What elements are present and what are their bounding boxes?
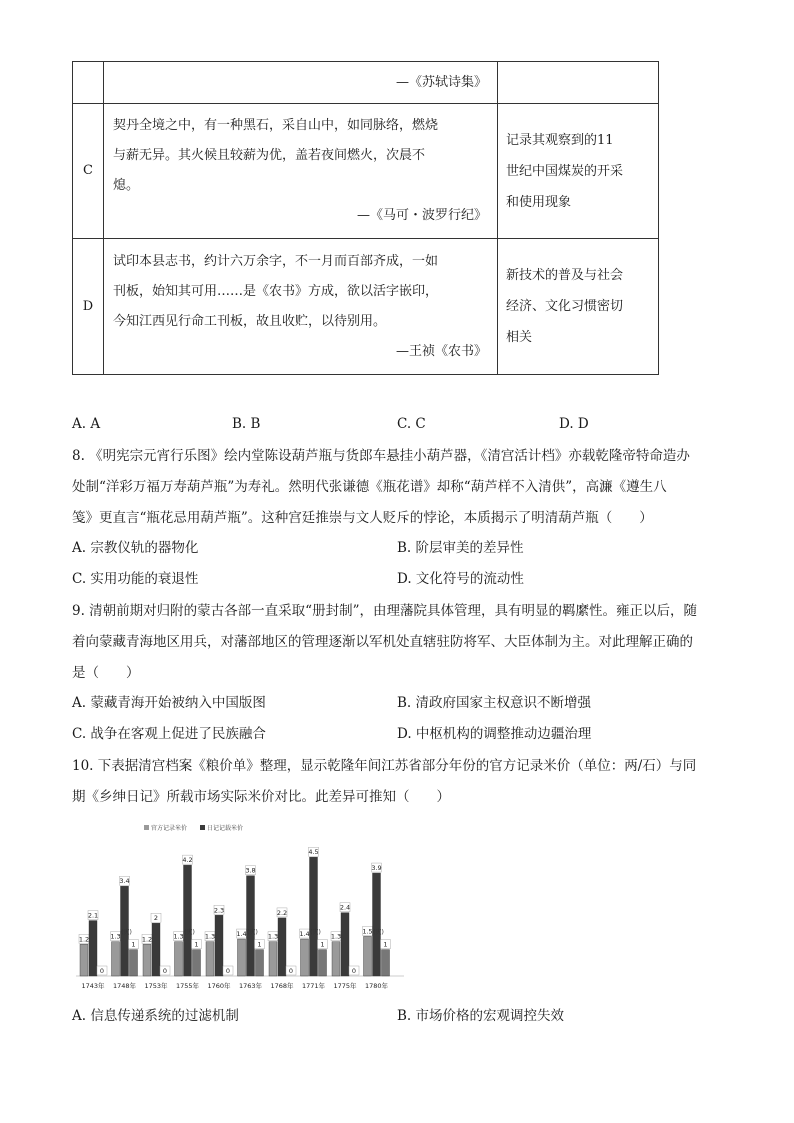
q9-option-d[interactable]: D. 中枢机构的调整推动边疆治理: [397, 726, 592, 742]
table-row: [73, 62, 659, 104]
question-8-stem: [72, 441, 732, 534]
chart-bar: [184, 865, 192, 976]
row-text-cell: [104, 62, 498, 104]
data-label: 2.3: [213, 906, 225, 915]
table-row: [73, 104, 659, 239]
data-label: 2.2: [276, 908, 288, 917]
data-label: 1: [257, 940, 262, 949]
chart-bar: [112, 942, 120, 976]
chart-bar: [89, 921, 97, 976]
data-label: 3.8: [245, 866, 256, 875]
note-line: 记录其观察到的11: [506, 132, 614, 148]
q8-option-a[interactable]: A. 宗教仪轨的器物化: [72, 540, 199, 556]
data-label: 1: [320, 940, 325, 949]
data-label: 1.3: [110, 932, 121, 941]
disaster-annotation: (灾): [247, 929, 258, 936]
x-tick-label: 1760年: [207, 982, 231, 990]
q9-option-c[interactable]: C. 战争在客观上促进了民族融合: [72, 726, 266, 742]
q7-option-b[interactable]: B. B: [232, 416, 261, 432]
data-label: 1.3: [204, 932, 216, 941]
row-label-cell: D: [73, 239, 104, 375]
chart-bar: [247, 876, 255, 976]
q10-option-b[interactable]: B. 市场价格的宏观调控失效: [397, 1008, 565, 1024]
data-label: 1.5: [362, 927, 373, 936]
chart-bar: [175, 942, 183, 976]
chart-bar: [364, 936, 372, 976]
question-line: 处制“洋彩万福万寿葫芦瓶”为寿礼。然明代张谦德《瓶花谱》却称“葫芦样不入清供”，高濂《遵生八: [72, 479, 667, 495]
row-note-cell: [498, 104, 659, 239]
legend-label: 日记记载米价: [207, 825, 244, 832]
data-label: 2: [153, 914, 159, 923]
x-tick-label: 1780年: [364, 982, 389, 990]
question-line: 9. 清朝前期对归附的蒙古各部一直采取“册封制”，由理藩院具体管理，具有明显的羁縻性。雍正以后，随: [72, 603, 697, 619]
text-line: 与薪无异。其火候且较薪为优，盖若夜间燃火，次晨不: [113, 148, 426, 163]
q7-option-a[interactable]: A. A: [72, 416, 101, 432]
text-line: 契丹全境之中，有一种黑石，采自山中，如同脉络，燃烧: [113, 118, 439, 133]
legend-swatch: [200, 825, 205, 830]
table-row: [73, 239, 659, 375]
text-line: 试印本县志书，约计六万余字，不一月而百部齐成，一如: [113, 253, 439, 269]
source-citation: —王祯《农书》: [395, 343, 487, 359]
data-label: 2.4: [339, 903, 351, 912]
data-label: 1.4: [236, 930, 247, 939]
note-line: 世纪中国煤炭的开采: [506, 163, 624, 179]
chart-bar: [382, 950, 390, 976]
disaster-annotation: (灾): [373, 929, 384, 936]
data-label: 0: [162, 967, 168, 975]
x-tick-label: 1771年: [301, 982, 326, 990]
question-line: 着向蒙藏青海地区用兵，对藩部地区的管理逐渐以军机处直辖驻防将军、大臣体制为主。对此理解正确的: [72, 634, 693, 650]
legend-swatch: [144, 825, 149, 830]
chart-bar: [152, 923, 160, 976]
chart-bar: [193, 950, 201, 976]
chart-bar: [301, 939, 309, 976]
question-9-stem: [72, 596, 732, 689]
source-citation: —《苏轼诗集》: [395, 74, 487, 90]
chart-bar: [341, 913, 349, 976]
data-label: 4.2: [182, 856, 193, 865]
q7-option-d[interactable]: D. D: [559, 416, 589, 432]
data-label: 3.9: [371, 864, 382, 873]
disaster-annotation: (灾): [184, 929, 195, 936]
question-line: 8. 《明宪宗元宵行乐图》绘内堂陈设葫芦瓶与货郎车悬挂小葫芦器，《清宫活计档》亦载乾隆帝特命造办: [72, 448, 690, 464]
q8-option-c[interactable]: C. 实用功能的衰退性: [72, 571, 199, 587]
chart-bar: [143, 944, 151, 976]
question-line: 是（ ）: [72, 665, 140, 681]
text-line: 今知江西见行命工刊板，故且收贮，以待别用。: [113, 313, 387, 329]
chart-bar: [256, 950, 264, 976]
data-label: 0: [288, 967, 294, 975]
note-line: 新技术的普及与社会: [506, 268, 624, 283]
q9-option-b[interactable]: B. 清政府国家主权意识不断增强: [397, 695, 592, 711]
q8-option-d[interactable]: D. 文化符号的流动性: [397, 571, 524, 587]
data-label: 1.3: [330, 932, 342, 941]
data-label: 3.4: [119, 877, 130, 886]
note-line: 和使用现象: [506, 194, 572, 210]
chart-bar: [310, 857, 318, 976]
chart-bar: [319, 950, 327, 976]
q7-option-c[interactable]: C. C: [397, 416, 426, 432]
comparison-table: [72, 61, 659, 375]
data-label: 0: [225, 967, 231, 975]
chart-bar: [215, 915, 223, 976]
data-label: 4.5: [308, 848, 319, 857]
note-line: 经济、文化习惯密切: [506, 299, 624, 314]
question-line: 10. 下表据清宫档案《粮价单》整理，显示乾隆年间江苏省部分年份的官方记录米价（单位：两/石）与同: [72, 758, 697, 774]
row-label-cell: [73, 62, 104, 104]
source-citation: —《马可・波罗行纪》: [356, 208, 487, 223]
data-label: 1: [131, 940, 136, 949]
data-label: 1.2: [141, 935, 153, 944]
row-text-cell: [104, 239, 498, 375]
row-text-cell: [104, 104, 498, 239]
disaster-annotation: (灾): [310, 929, 321, 936]
x-tick-label: 1743年: [81, 982, 105, 990]
q8-option-b[interactable]: B. 阶层审美的差异性: [397, 540, 524, 556]
q9-option-a[interactable]: A. 蒙藏青海开始被纳入中国版图: [72, 695, 266, 711]
data-label: 1.3: [173, 932, 184, 941]
data-label: 2.1: [87, 911, 99, 920]
text-line: 熄。: [113, 178, 140, 193]
chart-bar: [332, 942, 340, 976]
x-tick-label: 1768年: [270, 982, 294, 990]
note-line: 相关: [506, 330, 533, 345]
data-label: 1: [194, 940, 199, 949]
question-line: 期《乡绅日记》所载市场实际米价对比。此差异可推知（ ）: [72, 789, 450, 805]
x-tick-label: 1748年: [112, 982, 137, 990]
disaster-annotation: (灾): [121, 929, 132, 936]
data-label: 1.4: [299, 930, 310, 939]
q10-option-a[interactable]: A. 信息传递系统的过滤机制: [72, 1008, 239, 1024]
chart-bar: [373, 873, 381, 976]
chart-bar: [80, 944, 88, 976]
data-label: 1.3: [267, 932, 279, 941]
data-label: 1.2: [78, 935, 90, 944]
chart-bar: [206, 942, 214, 976]
chart-bar: [269, 942, 277, 976]
row-note-cell: [498, 62, 659, 104]
x-tick-label: 1775年: [333, 982, 357, 990]
question-10-stem: [72, 751, 732, 813]
legend-label: 官方记录米价: [151, 825, 188, 832]
chart-bar: [278, 918, 286, 976]
chart-legend: [144, 824, 243, 832]
data-label: 0: [351, 967, 357, 975]
chart-bar: [238, 939, 246, 976]
chart-bar: [130, 950, 138, 976]
row-label-cell: C: [73, 104, 104, 239]
data-label: 1: [383, 940, 388, 949]
question-line: 笺》更直言“瓶花忌用葫芦瓶”。这种宫廷推崇与文人贬斥的悖论，本质揭示了明清葫芦瓶（ ）: [72, 510, 653, 526]
x-tick-label: 1763年: [238, 982, 263, 990]
text-line: 刊板，始知其可用……是《农书》方成，欲以活字嵌印，: [113, 283, 439, 299]
x-tick-label: 1755年: [175, 982, 200, 990]
data-label: 0: [99, 967, 105, 975]
x-tick-label: 1753年: [144, 982, 168, 990]
rice-price-chart: [72, 820, 408, 995]
row-note-cell: [498, 239, 659, 375]
